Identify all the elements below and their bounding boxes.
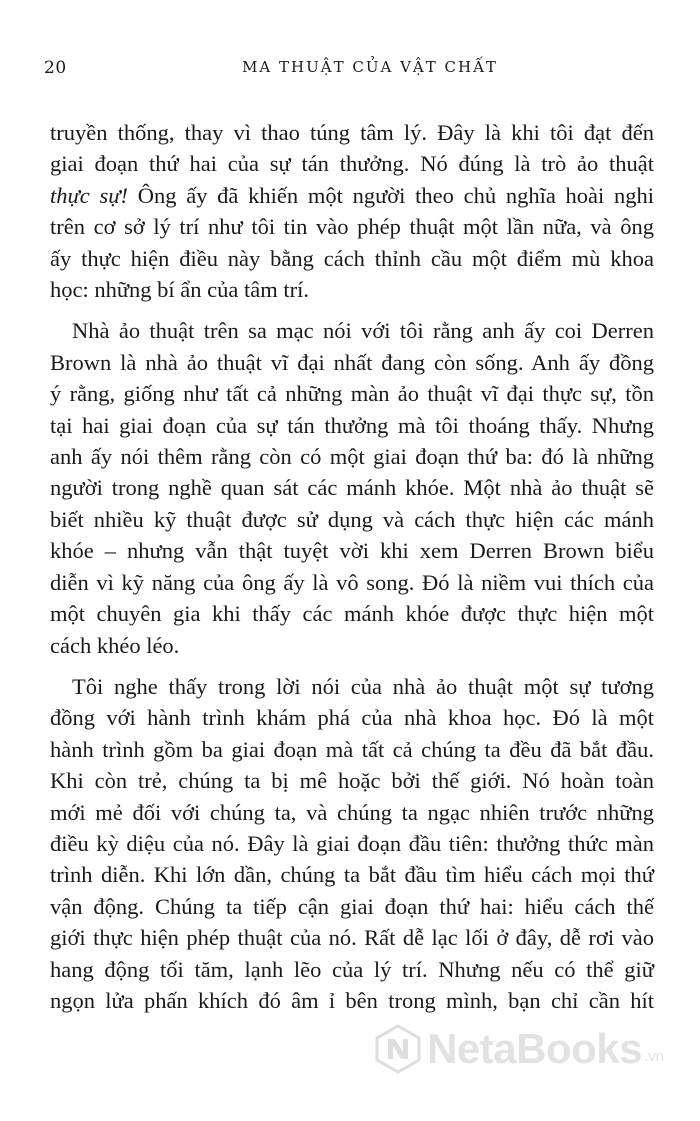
text-line: tại hai giai đoạn của sự tán thưởng mà tôi thoáng thấy. Nhưng [50, 412, 654, 438]
text-line: mới mẻ đối với chúng ta, và chúng ta ngạc nhiên trước những [50, 799, 654, 825]
watermark [373, 1021, 664, 1077]
text-line: ấy thực hiện điều này bằng cách thỉnh cầu một điểm mù khoa [50, 245, 654, 271]
text-line [50, 180, 654, 211]
page-number: 20 [44, 58, 67, 78]
paragraph-1 [50, 117, 654, 305]
text-line: truyền thống, thay vì thao túng tâm lý. Đây là khi tôi đạt đến [50, 120, 654, 145]
text-line: giới thực hiện phép thuật của nó. Rất dễ lạc lối ở đây, dễ rơi vào [50, 925, 654, 951]
text-line: trên cơ sở lý trí như tôi tin vào phép thuật một lần nữa, và ông [50, 214, 654, 240]
text-line: biết nhiều kỹ thuật được sử dụng và cách thực hiện các mánh [50, 506, 654, 532]
text-line: ý rằng, giống như tất cả những màn ảo thuật vĩ đại thực sự, tồn [50, 381, 654, 407]
emphasis-text: thực sự! [50, 182, 129, 208]
text-line: điều kỳ diệu của nó. Đây là giai đoạn đầu tiên: thưởng thức màn [50, 830, 654, 856]
text-line: anh ấy nói thêm rằng còn có một giai đoạn thứ ba: đó là những [50, 444, 654, 470]
body-text [50, 117, 654, 1026]
paragraph-2 [50, 315, 654, 660]
text-line: Nhà ảo thuật trên sa mạc nói với tôi rằng anh ấy coi Derren [72, 318, 654, 344]
watermark-domain: .vn [643, 1048, 664, 1065]
text-line: giai đoạn thứ hai của sự tán thưởng. Nó đúng là trò ảo thuật [50, 151, 654, 177]
text-line: Brown là nhà ảo thuật vĩ đại nhất đang còn sống. Anh ấy đồng [50, 349, 654, 375]
text-line: khóe – nhưng vẫn thật tuyệt vời khi xem Derren Brown biểu [50, 538, 654, 564]
text-line: người trong nghề quan sát các mánh khóe. Một nhà ảo thuật sẽ [50, 475, 654, 501]
text-line: cách khéo léo. [50, 632, 180, 658]
text-span: Ông ấy đã khiến một người theo chủ nghĩa hoài nghi [128, 182, 655, 208]
text-line: Tôi nghe thấy trong lời nói của nhà ảo thuật một sự tương [72, 673, 654, 699]
netabooks-n-logo-icon [373, 1024, 423, 1074]
text-line: hành trình gồm ba giai đoạn mà tất cả chúng ta đều đã bắt đầu. [50, 736, 654, 762]
paragraph-3 [50, 671, 654, 1016]
text-line: trình diễn. Khi lớn dần, chúng ta bắt đầu tìm hiểu cách mọi thứ [50, 862, 654, 888]
text-line: một chuyên gia khi thấy các mánh khóe được thực hiện một [50, 601, 654, 627]
text-line: đồng với hành trình khám phá của nhà khoa học. Đó là một [50, 705, 654, 731]
watermark-brand: NetaBooks [427, 1025, 642, 1072]
text-line: hang động tối tăm, lạnh lẽo của lý trí. Nhưng nếu có thể giữ [50, 956, 654, 982]
text-line: diễn vì kỹ năng của ông ấy là vô song. Đó là niềm vui thích của [50, 569, 654, 595]
text-line: ngọn lửa phấn khích đó âm ỉ bên trong mình, bạn chỉ cần hít [50, 987, 654, 1013]
text-line: vận động. Chúng ta tiếp cận giai đoạn thứ hai: hiểu cách thế [50, 893, 654, 919]
text-line: Khi còn trẻ, chúng ta bị mê hoặc bởi thế giới. Nó hoàn toàn [50, 768, 654, 794]
running-head [44, 58, 656, 82]
book-title: MA THUẬT CỦA VẬT CHẤT [242, 58, 498, 76]
text-line: học: những bí ẩn của tâm trí. [50, 277, 310, 303]
